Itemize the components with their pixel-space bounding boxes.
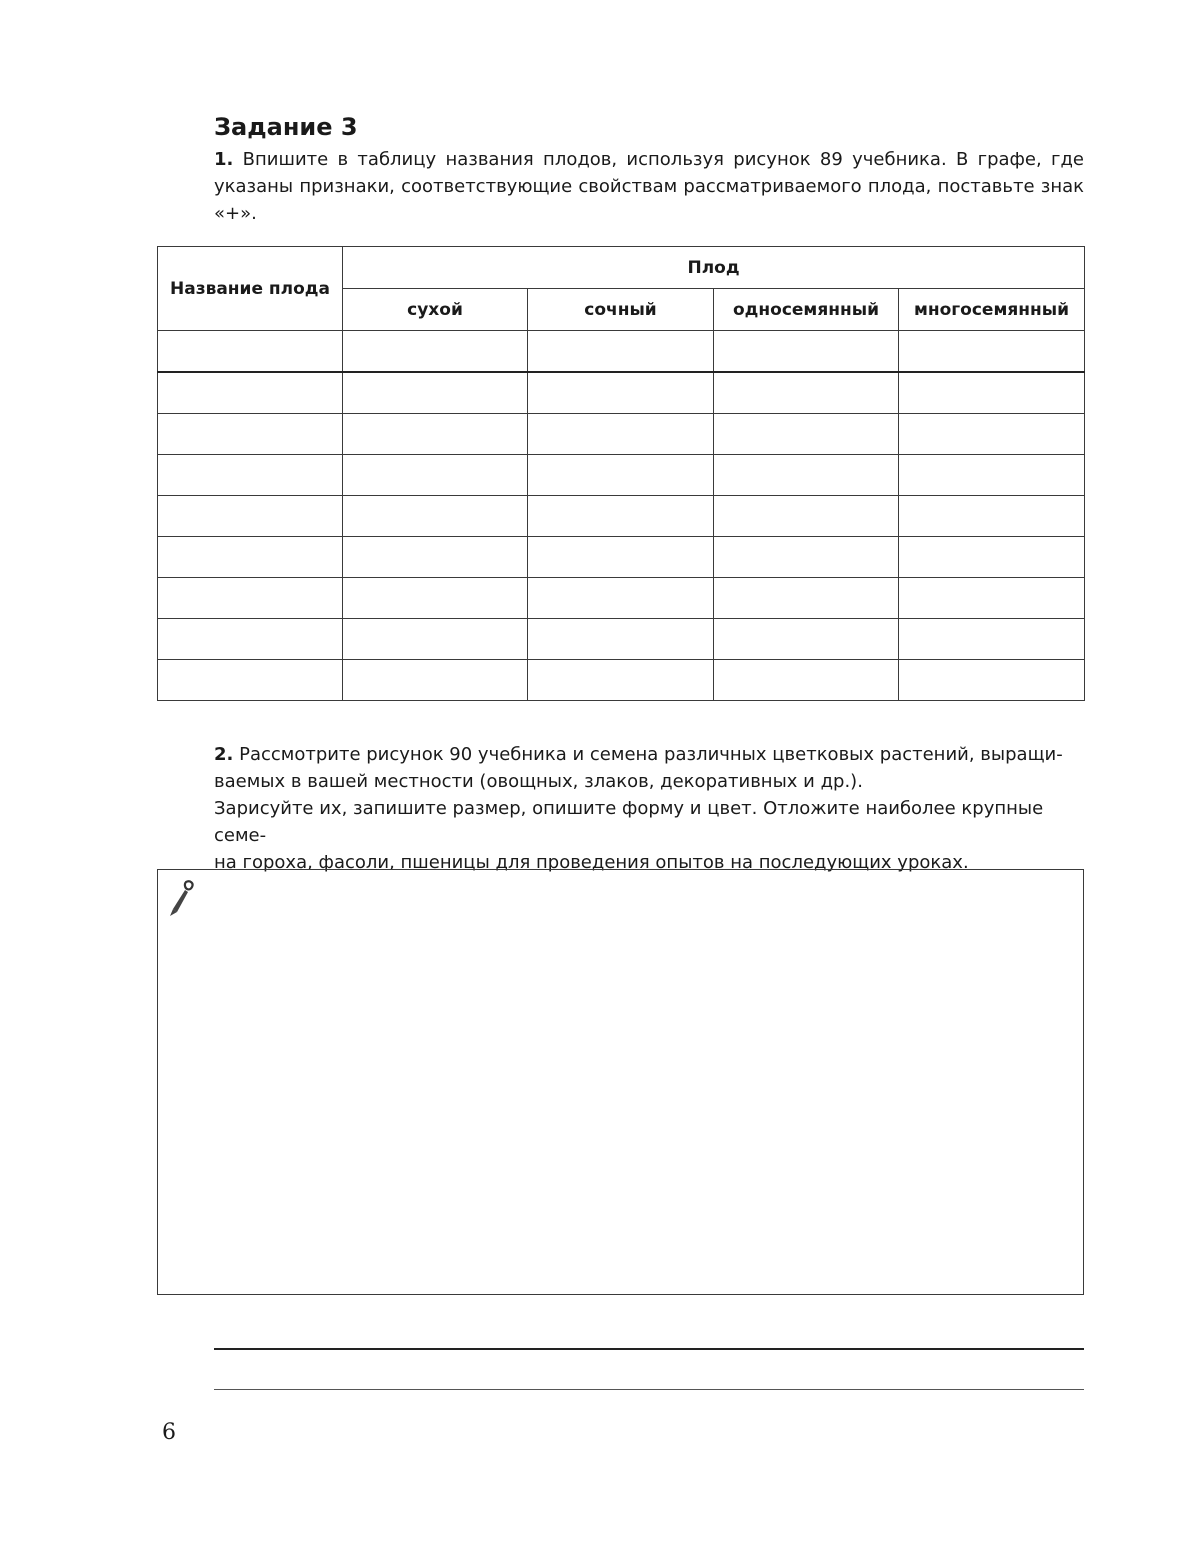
property-cell[interactable] bbox=[528, 496, 714, 537]
task-2-instruction bbox=[214, 741, 1084, 876]
task-1-text: Впишите в таблицу названия плодов, используя рисунок 89 учебника. В графе, где указаны признаки, соответствующие свойствам рассматриваемого плода, поставьте знак «+». bbox=[214, 149, 1084, 224]
table-row bbox=[158, 578, 1085, 619]
property-cell[interactable] bbox=[714, 496, 899, 537]
property-cell[interactable] bbox=[714, 619, 899, 660]
property-cell[interactable] bbox=[343, 619, 528, 660]
header-dry: сухой bbox=[343, 289, 528, 331]
property-cell[interactable] bbox=[343, 537, 528, 578]
fruit-table bbox=[157, 246, 1085, 701]
property-cell[interactable] bbox=[528, 619, 714, 660]
header-juicy: сочный bbox=[528, 289, 714, 331]
header-single-seed: односемянный bbox=[714, 289, 899, 331]
property-cell[interactable] bbox=[528, 372, 714, 414]
fruit-name-cell[interactable] bbox=[158, 372, 343, 414]
fruit-name-cell[interactable] bbox=[158, 496, 343, 537]
fruit-name-cell[interactable] bbox=[158, 578, 343, 619]
property-cell[interactable] bbox=[899, 455, 1085, 496]
task-title: Задание 3 bbox=[214, 113, 358, 141]
fruit-name-cell[interactable] bbox=[158, 619, 343, 660]
property-cell[interactable] bbox=[343, 578, 528, 619]
property-cell[interactable] bbox=[343, 372, 528, 414]
table-body bbox=[158, 331, 1085, 701]
property-cell[interactable] bbox=[528, 660, 714, 701]
table-row bbox=[158, 414, 1085, 455]
table-row bbox=[158, 660, 1085, 701]
property-cell[interactable] bbox=[343, 660, 528, 701]
task-2-line bbox=[214, 741, 1084, 768]
property-cell[interactable] bbox=[714, 537, 899, 578]
property-cell[interactable] bbox=[528, 331, 714, 373]
table-row bbox=[158, 372, 1085, 414]
task-2-text-4: на гороха, фасоли, пшеницы для проведения опытов на последующих уроках. bbox=[214, 852, 969, 873]
table-row bbox=[158, 619, 1085, 660]
property-cell[interactable] bbox=[528, 455, 714, 496]
answer-line-1[interactable] bbox=[214, 1348, 1084, 1350]
fruit-name-cell[interactable] bbox=[158, 660, 343, 701]
header-fruit-name: Название плода bbox=[158, 247, 343, 331]
table-row bbox=[158, 496, 1085, 537]
table-row bbox=[158, 331, 1085, 373]
fruit-name-cell[interactable] bbox=[158, 331, 343, 373]
property-cell[interactable] bbox=[714, 660, 899, 701]
property-cell[interactable] bbox=[343, 331, 528, 373]
property-cell[interactable] bbox=[528, 414, 714, 455]
property-cell[interactable] bbox=[343, 455, 528, 496]
table-row bbox=[158, 455, 1085, 496]
property-cell[interactable] bbox=[899, 660, 1085, 701]
answer-line-2[interactable] bbox=[214, 1389, 1084, 1390]
property-cell[interactable] bbox=[714, 455, 899, 496]
property-cell[interactable] bbox=[714, 414, 899, 455]
task-1-number: 1. bbox=[214, 149, 234, 170]
task-2-text-3: Зарисуйте их, запишите размер, опишите форму и цвет. Отложите наиболее крупные семе- bbox=[214, 798, 1044, 846]
table-row bbox=[158, 537, 1085, 578]
brush-icon bbox=[164, 878, 196, 918]
property-cell[interactable] bbox=[899, 619, 1085, 660]
property-cell[interactable] bbox=[899, 372, 1085, 414]
property-cell[interactable] bbox=[899, 578, 1085, 619]
property-cell[interactable] bbox=[343, 496, 528, 537]
property-cell[interactable] bbox=[899, 331, 1085, 373]
page-number: 6 bbox=[162, 1420, 176, 1445]
header-multi-seed: многосемянный bbox=[899, 289, 1085, 331]
property-cell[interactable] bbox=[899, 537, 1085, 578]
header-fruit-group: Плод bbox=[343, 247, 1085, 289]
property-cell[interactable] bbox=[343, 414, 528, 455]
property-cell[interactable] bbox=[528, 578, 714, 619]
task-2-text-2: ваемых в вашей местности (овощных, злаков, декоративных и др.). bbox=[214, 771, 863, 792]
task-2-number: 2. bbox=[214, 744, 234, 765]
property-cell[interactable] bbox=[899, 414, 1085, 455]
property-cell[interactable] bbox=[714, 372, 899, 414]
fruit-name-cell[interactable] bbox=[158, 537, 343, 578]
fruit-name-cell[interactable] bbox=[158, 455, 343, 496]
fruit-name-cell[interactable] bbox=[158, 414, 343, 455]
property-cell[interactable] bbox=[714, 578, 899, 619]
task-1-instruction bbox=[214, 146, 1084, 227]
drawing-area[interactable] bbox=[157, 869, 1084, 1295]
property-cell[interactable] bbox=[899, 496, 1085, 537]
task-2-text-1: Рассмотрите рисунок 90 учебника и семена различных цветковых растений, выращи- bbox=[233, 744, 1063, 765]
property-cell[interactable] bbox=[714, 331, 899, 373]
property-cell[interactable] bbox=[528, 537, 714, 578]
